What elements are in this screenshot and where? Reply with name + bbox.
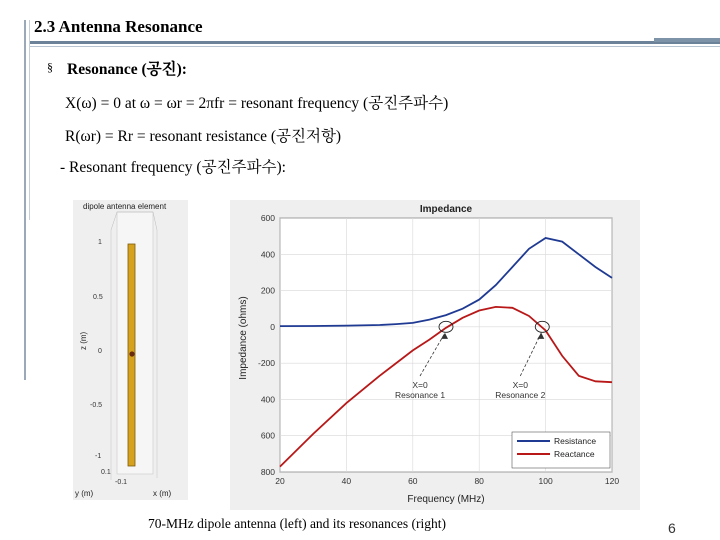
impedance-chart-svg bbox=[230, 200, 640, 510]
x-tick-label: 100 bbox=[538, 476, 553, 486]
legend-entry: Resistance bbox=[554, 436, 597, 446]
bullet-icon: § bbox=[47, 60, 53, 74]
x-tick-label: 80 bbox=[474, 476, 484, 486]
chart-xlabel: Frequency (MHz) bbox=[407, 494, 485, 505]
z-tick-neg0.5: -0.5 bbox=[90, 402, 103, 409]
z-axis-label: z (m) bbox=[79, 331, 88, 350]
y-tick-label: -200 bbox=[257, 358, 275, 369]
resonant-resistance-line: R(ωr) = Rr = resonant resistance (공진저항) bbox=[65, 128, 342, 145]
y-tick-label: 600 bbox=[260, 430, 275, 441]
resonance-condition-line: X(ω) = 0 at ω = ωr = 2πfr = resonant frequency (공진주파수) bbox=[65, 95, 449, 112]
feed-point bbox=[129, 351, 134, 356]
z-tick-neg1: -1 bbox=[95, 453, 102, 460]
x-tick-label: 120 bbox=[604, 476, 620, 486]
y-tick-label: 0 bbox=[270, 321, 275, 332]
annotation-sublabel: Resonance 1 bbox=[394, 390, 446, 400]
y-tick-label: 400 bbox=[260, 249, 275, 260]
dipole-antenna-svg bbox=[73, 200, 188, 500]
annotation-label: X=0 bbox=[412, 380, 428, 390]
annotation-sublabel: Resonance 2 bbox=[495, 390, 546, 400]
legend-entry: Reactance bbox=[554, 449, 595, 459]
left-figure-title: dipole antenna element bbox=[83, 202, 167, 211]
figure-caption: 70-MHz dipole antenna (left) and its resonances (right) bbox=[148, 516, 447, 531]
chart-ylabel: Impedance (ohms) bbox=[238, 296, 249, 380]
z-tick-1: 1 bbox=[98, 239, 102, 246]
y-axis-label: y (m) bbox=[75, 489, 94, 498]
annotation-label: X=0 bbox=[512, 380, 528, 390]
x-tick-label: 60 bbox=[408, 476, 418, 486]
resonant-frequency-line: - Resonant frequency (공진주파수): bbox=[60, 159, 286, 176]
left-vertical-rule-thin bbox=[29, 20, 30, 220]
y-tick-label: 400 bbox=[260, 394, 275, 405]
chart-title: Impedance bbox=[419, 204, 473, 215]
base-tick-0.1: 0.1 bbox=[101, 469, 111, 476]
x-axis-label: x (m) bbox=[153, 489, 172, 498]
slide-title: 2.3 Antenna Resonance bbox=[34, 17, 203, 36]
title-rule-thin bbox=[30, 46, 720, 47]
page-number: 6 bbox=[668, 520, 676, 536]
y-tick-label: 600 bbox=[260, 213, 275, 223]
bullet-heading: Resonance (공진): bbox=[67, 61, 187, 78]
x-tick-label: 40 bbox=[341, 476, 352, 486]
corner-accent bbox=[654, 38, 720, 42]
title-rule bbox=[30, 41, 720, 44]
z-tick-0.5: 0.5 bbox=[93, 294, 103, 301]
y-tick-label: 800 bbox=[260, 467, 275, 477]
chart-legend bbox=[512, 432, 610, 468]
z-tick-0: 0 bbox=[98, 348, 102, 355]
base-tick-neg0.1: -0.1 bbox=[115, 479, 128, 486]
dipole-antenna-figure bbox=[73, 200, 188, 500]
impedance-chart bbox=[230, 200, 640, 510]
x-tick-label: 20 bbox=[275, 476, 285, 486]
left-vertical-rule bbox=[24, 20, 26, 380]
y-tick-label: 200 bbox=[260, 285, 275, 296]
